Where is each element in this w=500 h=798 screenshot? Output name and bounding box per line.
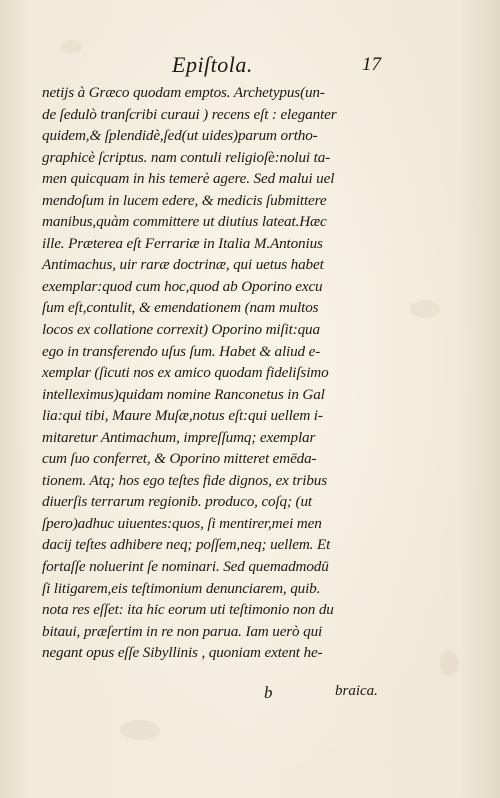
- text-line: dacij teſtes adhibere neq; poſſem,neq; uellem. Et: [42, 536, 331, 554]
- text-line: netijs à Græco quodam emptos. Archetypus(un-: [42, 84, 325, 101]
- text-line: mendoſum in lucem edere, & medicis ſubmittere: [42, 191, 327, 209]
- text-line: ſi litigarem,eis teſtimonium denunciarem, quib.: [42, 579, 321, 597]
- signature-mark: b: [264, 683, 273, 702]
- text-line: men quicquam in his temerè agere. Sed malui uel: [42, 170, 335, 188]
- text-line: lia:qui tibi, Maure Muſæ,notus eſt:qui uellem i-: [42, 407, 323, 425]
- text-line: graphicè ſcriptus. nam contuli religioſè:nolui ta-: [42, 148, 331, 166]
- text-line: ſpero)adhuc uiuentes:quos, ſi mentirer,mei men: [42, 514, 322, 532]
- text-line: ſum eſt,contulit, & emendationem (nam multos: [42, 299, 319, 317]
- body-text: [42, 82, 382, 664]
- page-header: [0, 48, 500, 82]
- text-line: fortaſſe noluerint ſe nominari. Sed quemadmodū: [42, 558, 329, 576]
- text-line: mitaretur Antimachum, impreſſumq; exemplar: [42, 428, 316, 446]
- text-line: xemplar (ſicuti nos ex amico quodam fideliſsimo: [42, 364, 329, 382]
- page-footer: [0, 683, 500, 707]
- text-line: quidem,& ſplendidè,ſed(ut uides)parum ortho-: [42, 127, 318, 145]
- text-line: intelleximus)quidam nomine Ranconetus in Gal: [42, 385, 325, 403]
- text-line: nota res eſſet: ita hic eorum uti teſtimonio non du: [42, 601, 334, 619]
- text-line: tionem. Atq; hos ego teſtes fide dignos, ex tribus: [42, 471, 327, 489]
- running-title: Epiſtola.: [172, 52, 253, 77]
- text-line: ego in transferendo uſus ſum. Habet & aliud e-: [42, 342, 321, 360]
- text-line: bitaui, præſertim in re non parua. Iam uerò qui: [42, 622, 323, 640]
- page-number: 17: [362, 54, 381, 75]
- text-line: locos ex collatione correxit) Oporino miſit:qua: [42, 321, 320, 339]
- text-line: negant opus eſſe Sibyllinis , quoniam extent he-: [42, 644, 323, 662]
- text-line: de ſedulò tranſcribi curaui ) recens eſt : eleganter: [42, 105, 337, 123]
- text-line: exemplar:quod cum hoc,quod ab Oporino excu: [42, 277, 323, 295]
- text-line: Antimachus, uir raræ doctrinæ, qui uetus habet: [42, 256, 324, 274]
- text-line: diuerſis terrarum regionib. produco, coſq; (ut: [42, 493, 312, 511]
- text-line: ille. Præterea eſt Ferrariæ in Italia M.Antonius: [42, 234, 323, 252]
- catchword: braica.: [335, 683, 378, 699]
- text-line: manibus,quàm committere ut diutius lateat.Hæc: [42, 213, 327, 231]
- text-line: cum ſuo conferret, & Oporino mitteret emēda-: [42, 450, 317, 468]
